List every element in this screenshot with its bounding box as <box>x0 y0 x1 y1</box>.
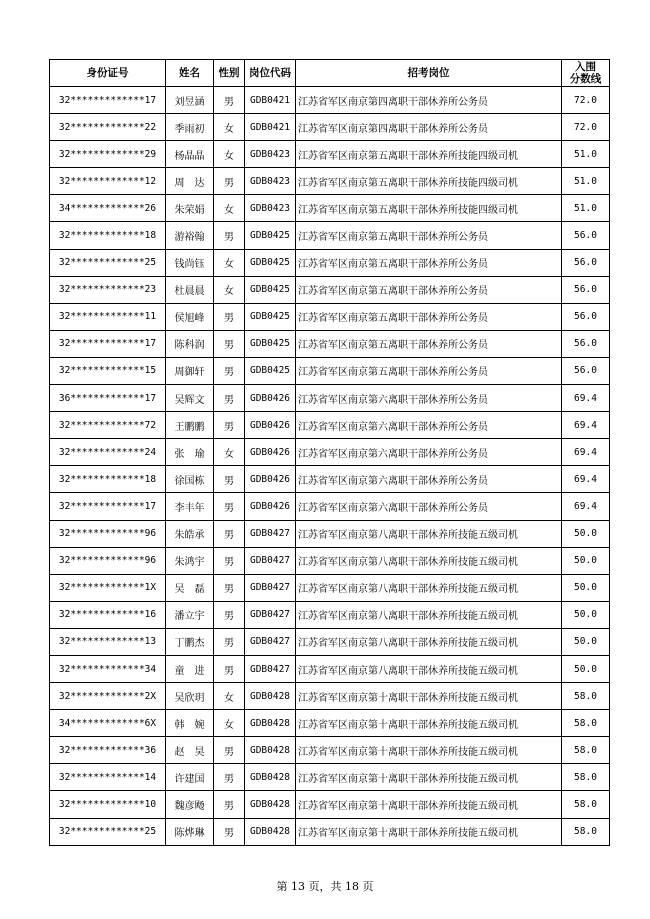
table-header-row <box>50 60 610 87</box>
table-row <box>50 195 610 222</box>
cell-gender: 男 <box>214 412 245 439</box>
table-row <box>50 276 610 303</box>
cell-position: 江苏省军区南京第四离职干部休养所公务员 <box>296 114 562 141</box>
header-position: 招考岗位 <box>296 60 562 87</box>
cell-score: 50.0 <box>562 655 610 682</box>
header-code: 岗位代码 <box>245 60 296 87</box>
cell-id: 34*************6X <box>50 710 166 737</box>
cell-position: 江苏省军区南京第五离职干部休养所技能四级司机 <box>296 168 562 195</box>
cell-score: 58.0 <box>562 737 610 764</box>
cell-score: 56.0 <box>562 330 610 357</box>
cell-id: 32*************2X <box>50 683 166 710</box>
cell-position: 江苏省军区南京第五离职干部休养所公务员 <box>296 357 562 384</box>
cell-code: GDB0428 <box>245 710 296 737</box>
cell-id: 32*************11 <box>50 303 166 330</box>
cell-code: GDB0427 <box>245 655 296 682</box>
cell-id: 32*************15 <box>50 357 166 384</box>
cell-id: 32*************13 <box>50 628 166 655</box>
header-id: 身份证号 <box>50 60 166 87</box>
table-row <box>50 601 610 628</box>
cell-id: 32*************1X <box>50 574 166 601</box>
cell-score: 72.0 <box>562 114 610 141</box>
cell-id: 32*************18 <box>50 222 166 249</box>
cell-position: 江苏省军区南京第六离职干部休养所公务员 <box>296 466 562 493</box>
cell-position: 江苏省军区南京第五离职干部休养所公务员 <box>296 276 562 303</box>
cell-code: GDB0425 <box>245 303 296 330</box>
cell-id: 36*************17 <box>50 385 166 412</box>
table-row <box>50 493 610 520</box>
table-row <box>50 249 610 276</box>
cell-name: 丁鹏杰 <box>166 628 214 655</box>
cell-gender: 男 <box>214 601 245 628</box>
cell-code: GDB0428 <box>245 683 296 710</box>
cell-code: GDB0428 <box>245 737 296 764</box>
cell-position: 江苏省军区南京第八离职干部休养所技能五级司机 <box>296 655 562 682</box>
cell-name: 赵 昊 <box>166 737 214 764</box>
cell-name: 朱皓承 <box>166 520 214 547</box>
cell-score: 56.0 <box>562 249 610 276</box>
cell-gender: 男 <box>214 466 245 493</box>
table-row <box>50 710 610 737</box>
cell-id: 32*************17 <box>50 330 166 357</box>
cell-name: 周御轩 <box>166 357 214 384</box>
cell-score: 56.0 <box>562 222 610 249</box>
cell-name: 童 进 <box>166 655 214 682</box>
cell-name: 吴辉文 <box>166 385 214 412</box>
cell-code: GDB0426 <box>245 439 296 466</box>
cell-code: GDB0427 <box>245 547 296 574</box>
cell-gender: 女 <box>214 276 245 303</box>
cell-id: 32*************16 <box>50 601 166 628</box>
table-body <box>50 87 610 846</box>
cell-gender: 男 <box>214 628 245 655</box>
cell-name: 游裕翰 <box>166 222 214 249</box>
cell-code: GDB0421 <box>245 87 296 114</box>
page-footer: 第 13 页，共 18 页 <box>276 880 374 893</box>
cell-code: GDB0426 <box>245 466 296 493</box>
cell-name: 周 达 <box>166 168 214 195</box>
cell-code: GDB0423 <box>245 195 296 222</box>
cell-code: GDB0425 <box>245 249 296 276</box>
cell-id: 32*************17 <box>50 87 166 114</box>
cell-position: 江苏省军区南京第四离职干部休养所公务员 <box>296 87 562 114</box>
table-row <box>50 412 610 439</box>
cell-name: 魏彦飏 <box>166 791 214 818</box>
cell-code: GDB0426 <box>245 412 296 439</box>
cell-score: 50.0 <box>562 601 610 628</box>
table-row <box>50 168 610 195</box>
table-row <box>50 547 610 574</box>
cell-position: 江苏省军区南京第十离职干部休养所技能五级司机 <box>296 683 562 710</box>
cell-gender: 女 <box>214 710 245 737</box>
cell-name: 李丰年 <box>166 493 214 520</box>
cell-code: GDB0425 <box>245 222 296 249</box>
cell-id: 32*************29 <box>50 141 166 168</box>
cell-id: 32*************25 <box>50 249 166 276</box>
table-row <box>50 574 610 601</box>
cell-name: 朱荣娟 <box>166 195 214 222</box>
table-row <box>50 330 610 357</box>
cell-position: 江苏省军区南京第六离职干部休养所公务员 <box>296 385 562 412</box>
cell-score: 58.0 <box>562 818 610 845</box>
cell-score: 51.0 <box>562 168 610 195</box>
cell-position: 江苏省军区南京第五离职干部休养所公务员 <box>296 303 562 330</box>
table-row <box>50 222 610 249</box>
cell-position: 江苏省军区南京第六离职干部休养所公务员 <box>296 439 562 466</box>
cell-score: 69.4 <box>562 412 610 439</box>
cell-position: 江苏省军区南京第十离职干部休养所技能五级司机 <box>296 737 562 764</box>
cell-code: GDB0423 <box>245 141 296 168</box>
cell-score: 72.0 <box>562 87 610 114</box>
cell-name: 王鹏鹏 <box>166 412 214 439</box>
cell-score: 51.0 <box>562 141 610 168</box>
table-row <box>50 114 610 141</box>
table-row <box>50 385 610 412</box>
cell-id: 32*************72 <box>50 412 166 439</box>
cell-position: 江苏省军区南京第十离职干部休养所技能五级司机 <box>296 710 562 737</box>
cell-name: 徐国栋 <box>166 466 214 493</box>
cell-gender: 男 <box>214 493 245 520</box>
cell-gender: 男 <box>214 655 245 682</box>
cell-score: 56.0 <box>562 303 610 330</box>
cell-id: 32*************23 <box>50 276 166 303</box>
cell-position: 江苏省军区南京第八离职干部休养所技能五级司机 <box>296 520 562 547</box>
cell-gender: 女 <box>214 141 245 168</box>
cell-gender: 男 <box>214 330 245 357</box>
cell-id: 32*************25 <box>50 818 166 845</box>
cell-gender: 男 <box>214 737 245 764</box>
cell-score: 69.4 <box>562 466 610 493</box>
table-row <box>50 466 610 493</box>
cell-score: 56.0 <box>562 276 610 303</box>
cell-score: 50.0 <box>562 547 610 574</box>
results-sheet <box>49 59 609 846</box>
table-row <box>50 303 610 330</box>
cell-code: GDB0425 <box>245 357 296 384</box>
header-score-line1: 入围 <box>575 61 596 73</box>
table-row <box>50 439 610 466</box>
cell-score: 58.0 <box>562 791 610 818</box>
cell-id: 32*************34 <box>50 655 166 682</box>
cell-code: GDB0423 <box>245 168 296 195</box>
header-score <box>562 60 610 87</box>
cell-gender: 男 <box>214 520 245 547</box>
cell-id: 32*************12 <box>50 168 166 195</box>
cell-gender: 男 <box>214 574 245 601</box>
cell-code: GDB0425 <box>245 330 296 357</box>
cell-score: 50.0 <box>562 520 610 547</box>
cell-name: 陈科润 <box>166 330 214 357</box>
cell-score: 51.0 <box>562 195 610 222</box>
cell-score: 58.0 <box>562 683 610 710</box>
cell-id: 34*************26 <box>50 195 166 222</box>
cell-gender: 女 <box>214 249 245 276</box>
cell-gender: 女 <box>214 114 245 141</box>
table-row <box>50 628 610 655</box>
cell-score: 69.4 <box>562 493 610 520</box>
cell-score: 58.0 <box>562 764 610 791</box>
cell-position: 江苏省军区南京第五离职干部休养所公务员 <box>296 330 562 357</box>
cell-gender: 女 <box>214 195 245 222</box>
cell-score: 69.4 <box>562 439 610 466</box>
cell-id: 32*************22 <box>50 114 166 141</box>
cell-id: 32*************96 <box>50 547 166 574</box>
cell-name: 吴 磊 <box>166 574 214 601</box>
cell-gender: 男 <box>214 764 245 791</box>
cell-position: 江苏省军区南京第五离职干部休养所公务员 <box>296 222 562 249</box>
cell-position: 江苏省军区南京第十离职干部休养所技能五级司机 <box>296 764 562 791</box>
table-row <box>50 655 610 682</box>
cell-gender: 男 <box>214 791 245 818</box>
cell-name: 陈烨琳 <box>166 818 214 845</box>
cell-name: 潘立宇 <box>166 601 214 628</box>
cell-id: 32*************10 <box>50 791 166 818</box>
cell-code: GDB0426 <box>245 493 296 520</box>
cell-name: 韩 婉 <box>166 710 214 737</box>
table-row <box>50 737 610 764</box>
cell-name: 侯旭峰 <box>166 303 214 330</box>
cell-score: 50.0 <box>562 628 610 655</box>
cell-name: 刘昱涵 <box>166 87 214 114</box>
cell-position: 江苏省军区南京第六离职干部休养所公务员 <box>296 493 562 520</box>
cell-id: 32*************18 <box>50 466 166 493</box>
cell-score: 58.0 <box>562 710 610 737</box>
cell-position: 江苏省军区南京第十离职干部休养所技能五级司机 <box>296 818 562 845</box>
candidate-table <box>49 59 610 846</box>
cell-name: 杨晶晶 <box>166 141 214 168</box>
cell-name: 杜晨晨 <box>166 276 214 303</box>
table-row <box>50 87 610 114</box>
cell-code: GDB0428 <box>245 764 296 791</box>
cell-gender: 男 <box>214 222 245 249</box>
cell-gender: 男 <box>214 87 245 114</box>
cell-id: 32*************96 <box>50 520 166 547</box>
cell-name: 吴欣玥 <box>166 683 214 710</box>
cell-id: 32*************36 <box>50 737 166 764</box>
cell-code: GDB0421 <box>245 114 296 141</box>
table-row <box>50 764 610 791</box>
cell-name: 许建国 <box>166 764 214 791</box>
table-row <box>50 791 610 818</box>
cell-id: 32*************17 <box>50 493 166 520</box>
cell-position: 江苏省军区南京第五离职干部休养所技能四级司机 <box>296 195 562 222</box>
cell-code: GDB0427 <box>245 601 296 628</box>
cell-gender: 男 <box>214 547 245 574</box>
cell-code: GDB0427 <box>245 628 296 655</box>
cell-gender: 女 <box>214 439 245 466</box>
header-gender: 性别 <box>214 60 245 87</box>
table-row <box>50 683 610 710</box>
cell-code: GDB0428 <box>245 818 296 845</box>
cell-name: 张 瑜 <box>166 439 214 466</box>
cell-position: 江苏省军区南京第八离职干部休养所技能五级司机 <box>296 628 562 655</box>
cell-score: 69.4 <box>562 385 610 412</box>
cell-name: 季雨初 <box>166 114 214 141</box>
cell-position: 江苏省军区南京第十离职干部休养所技能五级司机 <box>296 791 562 818</box>
cell-code: GDB0427 <box>245 574 296 601</box>
cell-id: 32*************24 <box>50 439 166 466</box>
cell-name: 朱鸿宇 <box>166 547 214 574</box>
cell-gender: 男 <box>214 303 245 330</box>
cell-position: 江苏省军区南京第五离职干部休养所公务员 <box>296 249 562 276</box>
cell-code: GDB0427 <box>245 520 296 547</box>
cell-gender: 女 <box>214 683 245 710</box>
cell-code: GDB0426 <box>245 385 296 412</box>
cell-position: 江苏省军区南京第五离职干部休养所技能四级司机 <box>296 141 562 168</box>
cell-position: 江苏省军区南京第八离职干部休养所技能五级司机 <box>296 601 562 628</box>
cell-code: GDB0425 <box>245 276 296 303</box>
cell-score: 56.0 <box>562 357 610 384</box>
table-row <box>50 818 610 845</box>
header-name: 姓名 <box>166 60 214 87</box>
cell-position: 江苏省军区南京第八离职干部休养所技能五级司机 <box>296 574 562 601</box>
header-score-line2: 分数线 <box>569 73 602 85</box>
cell-code: GDB0428 <box>245 791 296 818</box>
cell-name: 钱尚钰 <box>166 249 214 276</box>
table-row <box>50 357 610 384</box>
table-row <box>50 520 610 547</box>
cell-id: 32*************14 <box>50 764 166 791</box>
cell-gender: 男 <box>214 168 245 195</box>
table-row <box>50 141 610 168</box>
cell-gender: 男 <box>214 385 245 412</box>
cell-gender: 男 <box>214 357 245 384</box>
cell-position: 江苏省军区南京第八离职干部休养所技能五级司机 <box>296 547 562 574</box>
cell-position: 江苏省军区南京第六离职干部休养所公务员 <box>296 412 562 439</box>
cell-score: 50.0 <box>562 574 610 601</box>
cell-gender: 男 <box>214 818 245 845</box>
